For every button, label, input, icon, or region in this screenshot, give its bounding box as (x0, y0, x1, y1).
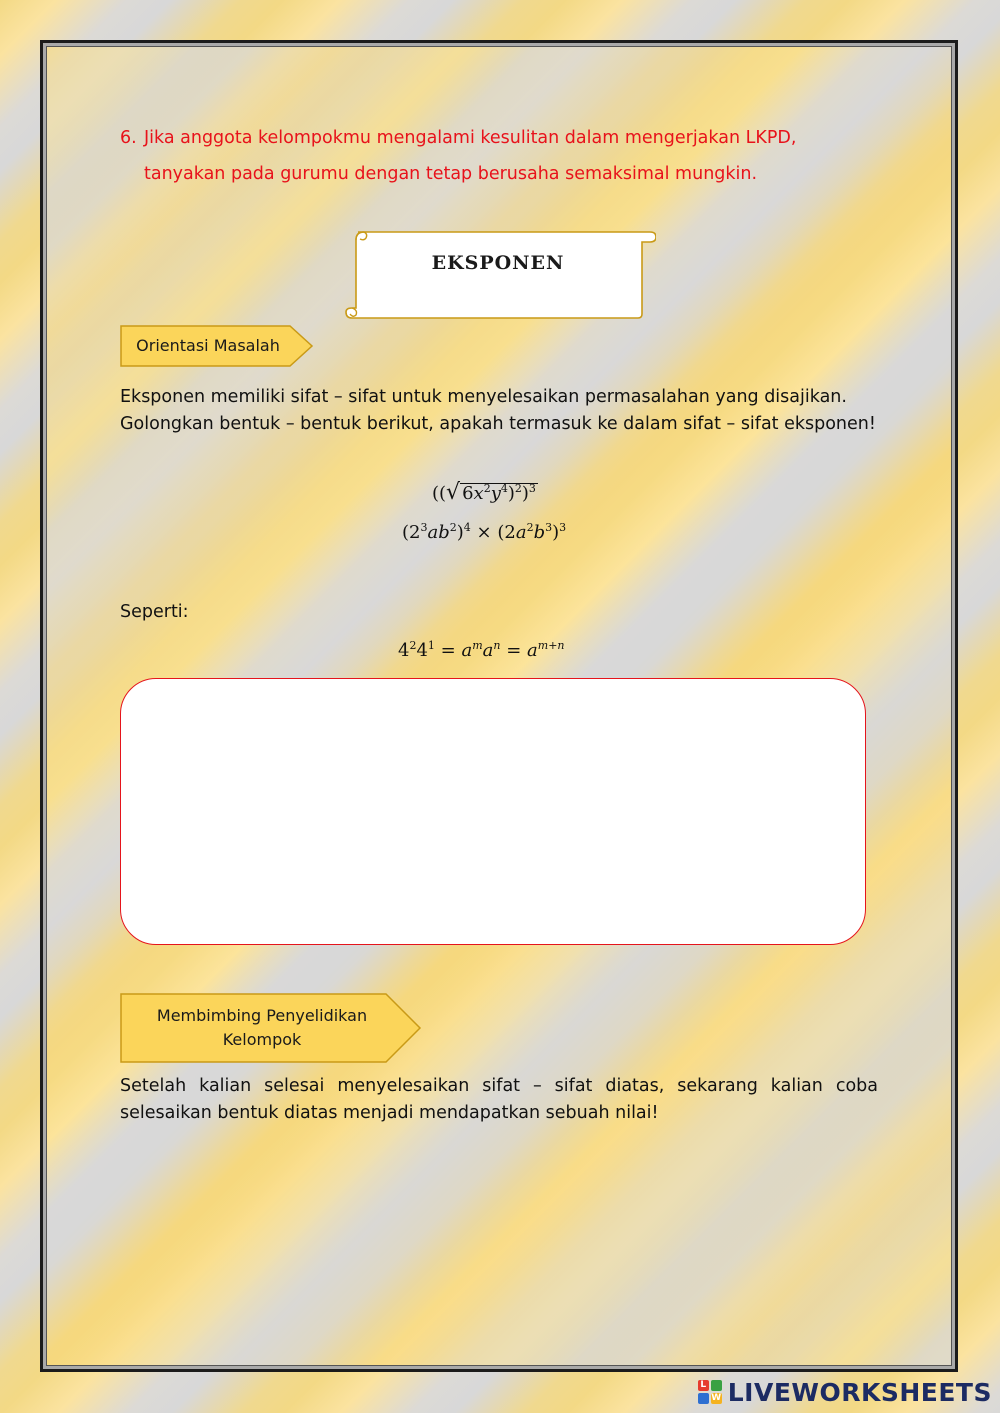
instruction-line-2: tanyakan pada gurumu dengan tetap berusaha semaksimal mungkin. (144, 164, 758, 184)
instruction-line-1: Jika anggota kelompokmu mengalami kesulitan dalam mengerjakan LKPD, (144, 128, 797, 148)
brand-logo-icon: L W (698, 1380, 722, 1404)
page-title: EKSPONEN (431, 252, 565, 274)
penyelidikan-paragraph: Setelah kalian selesai menyelesaikan sifat – sifat diatas, sekarang kalian coba selesaikan bentuk diatas menjadi mendapatkan sebuah nilai! (120, 1076, 878, 1123)
section-label-penyelidikan-text: Membimbing Penyelidikan Kelompok (156, 1006, 368, 1049)
answer-text-box[interactable] (120, 678, 866, 945)
instruction-item (120, 120, 878, 192)
expression-1: ((√ $6x^2y^4)^2)^3$ (432, 480, 536, 505)
example-label: Seperti: (120, 602, 189, 622)
section-label-orientasi-text: Orientasi Masalah (136, 336, 280, 355)
orientasi-paragraph: Eksponen memiliki sifat – sifat untuk menyelesaikan permasalahan yang disajikan. Golongkan bentuk – bentuk berikut, apakah termasuk ke dalam sifat – sifat eksponen! (120, 387, 876, 434)
liveworksheets-brand[interactable] (698, 1375, 992, 1409)
scroll-banner (344, 226, 656, 322)
instruction-number: 6. (120, 128, 137, 148)
expression-2: $(2^3ab^2)^4 \times (2a^2b^3)^3$ (402, 521, 567, 543)
section-label-penyelidikan (120, 993, 422, 1063)
brand-name: LIVEWORKSHEETS (727, 1377, 992, 1407)
section-label-orientasi (120, 325, 314, 367)
example-expression: $4^24^1 = a^ma^n = a^{m+n}$ (398, 639, 565, 661)
